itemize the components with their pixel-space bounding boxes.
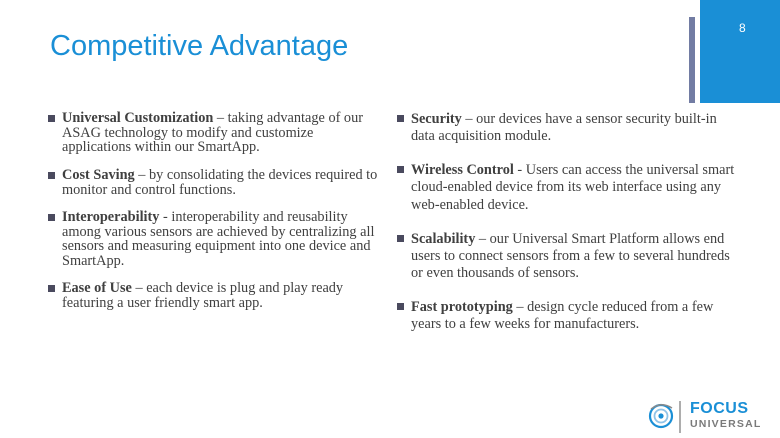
bullet-item <box>48 168 378 197</box>
bullet-term: Ease of Use <box>62 280 132 297</box>
square-bullet-icon <box>48 214 55 221</box>
bullet-text: – our Universal Smart Platform allows end users to connect sensors from a few to several hundreds or even thousands of sensors. <box>411 230 730 282</box>
bullet-term: Fast prototyping <box>411 299 513 316</box>
bullet-text: - interoperability and reusability among various sensors are achieved by centralizing all sensors and measuring equipment into one device and SmartApp. <box>62 208 375 269</box>
bullet-item <box>397 111 743 146</box>
focus-universal-logo-icon <box>648 397 684 435</box>
accent-bar <box>689 17 695 103</box>
bullet-item <box>48 111 378 155</box>
square-bullet-icon <box>397 303 404 310</box>
bullet-item <box>397 231 743 283</box>
company-logo <box>648 397 772 435</box>
bullet-text: – our devices have a sensor security built-in data acquisition module. <box>411 111 717 145</box>
bullet-term: Security <box>411 111 462 127</box>
bullet-item <box>48 281 378 310</box>
bullet-text: – design cycle reduced from a few years to a few weeks for manufacturers. <box>411 299 714 333</box>
bullet-text: – by consolidating the devices required to monitor and control functions. <box>62 166 378 198</box>
bullet-text: - Users can access the universal smart cloud-enabled device from its web interface using any web-enabled device. <box>411 162 735 213</box>
bullet-item <box>397 162 743 214</box>
page-number-box <box>700 0 780 103</box>
bullet-term: Universal Customization <box>62 110 214 126</box>
square-bullet-icon <box>397 166 404 173</box>
square-bullet-icon <box>48 115 55 122</box>
left-bullet-list <box>48 111 378 323</box>
bullet-term: Scalability <box>411 230 476 247</box>
square-bullet-icon <box>48 172 55 179</box>
square-bullet-icon <box>48 285 55 292</box>
bullet-item <box>397 299 743 334</box>
page-number: 8 <box>739 21 746 35</box>
bullet-term: Wireless Control <box>411 162 514 179</box>
bullet-term: Cost Saving <box>62 166 135 183</box>
bullet-term: Interoperability <box>62 208 160 225</box>
logo-word-universal: UNIVERSAL <box>690 418 762 430</box>
logo-word-focus: FOCUS <box>690 400 749 417</box>
right-bullet-list <box>397 111 743 350</box>
square-bullet-icon <box>397 235 404 242</box>
bullet-text: – taking advantage of our ASAG technology to modify and customize applications within our SmartApp. <box>62 110 363 156</box>
slide-title: Competitive Advantage <box>50 30 349 62</box>
bullet-text: – each device is plug and play ready featuring a user friendly smart app. <box>62 280 344 312</box>
bullet-item <box>48 210 378 269</box>
square-bullet-icon <box>397 115 404 122</box>
